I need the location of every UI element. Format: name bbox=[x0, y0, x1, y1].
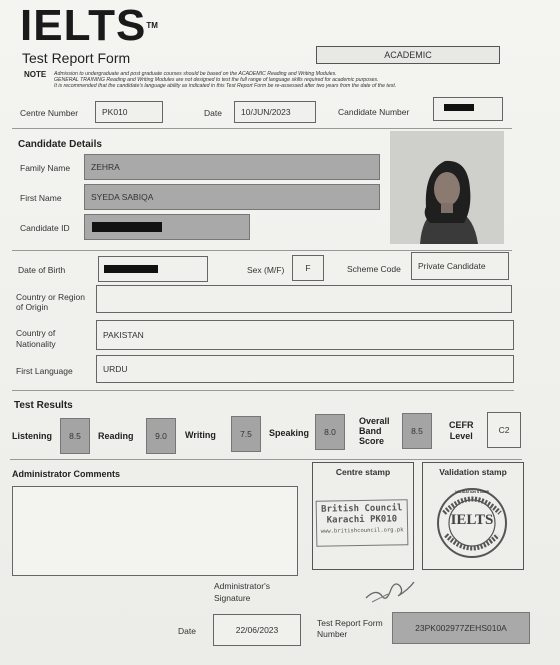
candidate-number-label: Candidate Number bbox=[338, 107, 410, 117]
validation-logo: IELTS bbox=[450, 512, 494, 528]
redaction-bar bbox=[444, 104, 474, 111]
module-field: ACADEMIC bbox=[316, 46, 500, 64]
trf-number-field: 23PK002977ZEHS010A bbox=[392, 612, 530, 644]
admin-signature-label: Administrator's Signature bbox=[214, 581, 270, 603]
note-label: NOTE bbox=[24, 70, 47, 79]
british-council-stamp: British Council Karachi PK010 www.britishcouncil.org.pk bbox=[316, 499, 409, 547]
divider bbox=[12, 128, 512, 129]
first-language-field: URDU bbox=[96, 355, 514, 383]
nationality-label: Country of Nationality bbox=[16, 328, 56, 349]
note-text bbox=[54, 71, 494, 90]
validation-ring-text: VALIDATION STAMP bbox=[455, 490, 489, 494]
candidate-photo bbox=[390, 131, 504, 244]
overall-band-score: 8.5 bbox=[402, 413, 432, 449]
writing-score: 7.5 bbox=[231, 416, 261, 452]
country-origin-field bbox=[96, 285, 512, 313]
redaction-bar bbox=[104, 265, 158, 273]
first-name-field: SYEDA SABIQA bbox=[84, 184, 380, 210]
form-title: Test Report Form bbox=[22, 50, 131, 66]
divider bbox=[10, 459, 522, 460]
listening-score: 8.5 bbox=[60, 418, 90, 454]
centre-number-field: PK010 bbox=[95, 101, 163, 123]
validation-seal bbox=[434, 485, 510, 561]
date-label: Date bbox=[204, 108, 222, 118]
test-date-field: 10/JUN/2023 bbox=[234, 101, 316, 123]
sex-label: Sex (M/F) bbox=[247, 265, 285, 275]
divider bbox=[12, 250, 512, 251]
centre-stamp-label: Centre stamp bbox=[335, 467, 391, 477]
first-name-label: First Name bbox=[20, 193, 62, 203]
writing-label: Writing bbox=[185, 430, 216, 440]
issue-date-label: Date bbox=[178, 626, 196, 636]
reading-label: Reading bbox=[98, 431, 134, 441]
candidate-id-label: Candidate ID bbox=[20, 223, 70, 233]
note-line: It is recommended that the candidate's language ability as indicated in this Test Report Form be re-assessed after two years from the date of the test. bbox=[54, 83, 397, 90]
cefr-label: CEFR Level bbox=[449, 420, 474, 441]
ielts-logo: IELTS™ bbox=[20, 1, 158, 50]
family-name-field: ZEHRA bbox=[84, 154, 380, 180]
redaction-bar bbox=[92, 222, 162, 232]
centre-number-label: Centre Number bbox=[20, 108, 79, 118]
listening-label: Listening bbox=[12, 431, 52, 441]
country-origin-label: Country or Region of Origin bbox=[16, 292, 85, 312]
admin-comments-box bbox=[12, 486, 298, 576]
test-results-heading: Test Results bbox=[14, 400, 73, 411]
note-line: Admission to undergraduate and post graduate courses should be based on the ACADEMIC Reading and Writing Modules. bbox=[54, 71, 337, 77]
overall-band-label: Overall Band Score bbox=[359, 416, 390, 446]
validation-stamp-label: Validation stamp bbox=[439, 467, 507, 477]
candidate-details-heading: Candidate Details bbox=[18, 139, 102, 150]
first-language-label: First Language bbox=[16, 366, 73, 376]
dob-label: Date of Birth bbox=[18, 265, 66, 275]
nationality-field: PAKISTAN bbox=[96, 320, 514, 350]
reading-score: 9.0 bbox=[146, 418, 176, 454]
speaking-label: Speaking bbox=[269, 428, 310, 438]
scheme-code-label: Scheme Code bbox=[347, 264, 401, 274]
issue-date-field: 22/06/2023 bbox=[213, 614, 301, 646]
cefr-level: C2 bbox=[487, 412, 521, 448]
admin-signature bbox=[362, 572, 422, 606]
note-line: GENERAL TRAINING Reading and Writing Modules are not designed to test the full range of language skills required for academic purposes. bbox=[54, 77, 379, 84]
admin-comments-label: Administrator Comments bbox=[12, 469, 121, 479]
trf-number-label: Test Report Form Number bbox=[317, 618, 383, 639]
divider bbox=[12, 390, 514, 391]
speaking-score: 8.0 bbox=[315, 414, 345, 450]
scheme-code-field: Private Candidate bbox=[411, 252, 509, 280]
sex-field: F bbox=[292, 255, 324, 281]
family-name-label: Family Name bbox=[20, 163, 71, 173]
